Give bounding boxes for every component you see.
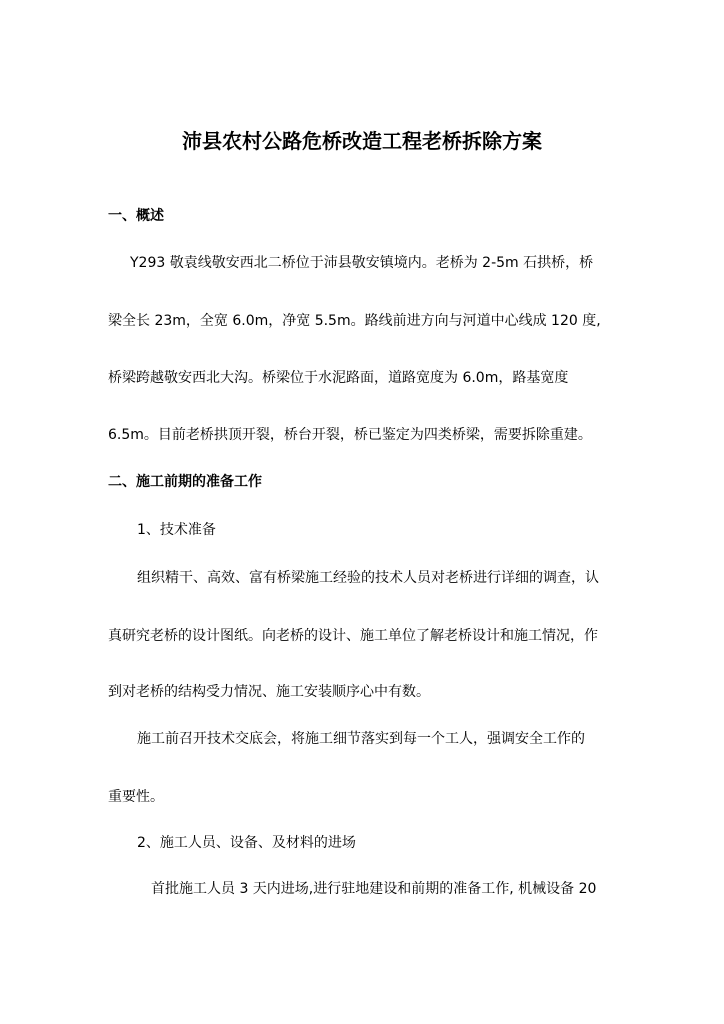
- paragraph-line: 首批施工人员 3 天内进场,进行驻地建设和前期的准备工作, 机械设备 20: [151, 881, 597, 897]
- paragraph-line: 到对老桥的结构受力情况、施工安装顺序心中有数。: [108, 684, 430, 700]
- paragraph-line: 组织精干、高效、富有桥梁施工经验的技术人员对老桥进行详细的调查，认: [137, 570, 599, 586]
- paragraph-line: 6.5m。目前老桥拱顶开裂，桥台开裂，桥已鉴定为四类桥梁，需要拆除重建。: [108, 427, 592, 443]
- section-heading-overview: 一、概述: [108, 208, 164, 224]
- paragraph-line: 重要性。: [108, 789, 164, 805]
- subsection-heading-personnel: 2、施工人员、设备、及材料的进场: [137, 835, 356, 851]
- document-title: 沛县农村公路危桥改造工程老桥拆除方案: [182, 129, 542, 153]
- paragraph-line: Y293 敬袁线敬安西北二桥位于沛县敬安镇境内。老桥为 2-5m 石拱桥，桥: [130, 255, 594, 271]
- paragraph-line: 施工前召开技术交底会，将施工细节落实到每一个工人，强调安全工作的: [137, 731, 585, 747]
- paragraph-line: 梁全长 23m，全宽 6.0m，净宽 5.5m。路线前进方向与河道中心线成 120 度,: [108, 313, 601, 329]
- section-heading-preparation: 二、施工前期的准备工作: [108, 474, 262, 490]
- paragraph-line: 真研究老桥的设计图纸。向老桥的设计、施工单位了解老桥设计和施工情况，作: [108, 628, 598, 644]
- subsection-heading-tech: 1、技术准备: [137, 522, 216, 538]
- paragraph-line: 桥梁跨越敬安西北大沟。桥梁位于水泥路面，道路宽度为 6.0m，路基宽度: [108, 370, 569, 386]
